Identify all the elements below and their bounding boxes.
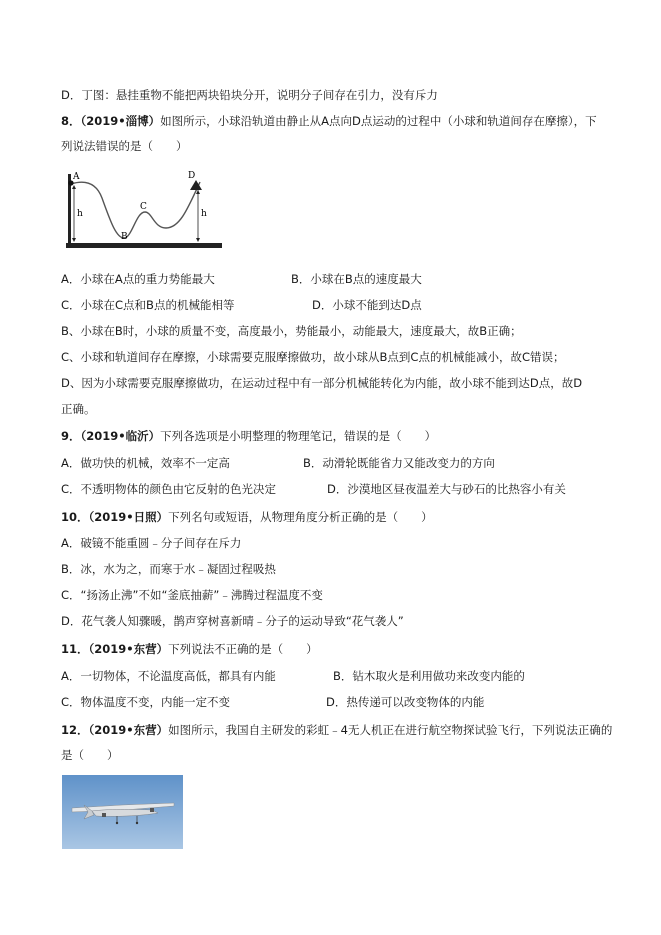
question-text: 如图所示，我国自主研发的彩虹﹣4无人机正在进行航空物探试验飞行，下列说法正确的	[168, 723, 613, 737]
question-text: 如图所示，小球沿轨道由静止从A点向D点运动的过程中（小球和轨道间存在摩擦），下	[160, 114, 597, 128]
q8-analysis-c: C、小球和轨道间存在摩擦，小球需要克服摩擦做功，故小球从B点到C点的机械能减小，故C错误；	[61, 350, 565, 364]
question-source: （2019•东营）	[88, 723, 169, 737]
q11-option-b: B．钻木取火是利用做功来改变内能的	[333, 669, 525, 683]
label-b: B	[121, 232, 128, 242]
q8-option-a: A．小球在A点的重力势能最大	[61, 272, 215, 286]
question-number: 10．	[61, 510, 89, 524]
question-11-stem	[61, 641, 318, 657]
question-9-stem	[61, 428, 436, 444]
track-curve	[71, 182, 200, 238]
question-12-stem-cont: 是（ ）	[61, 748, 119, 762]
question-text: 下列说法不正确的是（ ）	[168, 642, 318, 656]
label-h-left: h	[77, 209, 83, 219]
question-source: （2019•淄博）	[80, 114, 161, 128]
q8-analysis-d-cont: 正确。	[61, 402, 96, 416]
question-source: （2019•临沂）	[80, 429, 161, 443]
point-d-marker	[190, 180, 202, 190]
question-text: 下列各选项是小明整理的物理笔记，错误的是（ ）	[160, 429, 437, 443]
q9-option-c: C．不透明物体的颜色由它反射的色光决定	[61, 482, 277, 496]
q8-analysis-d: D、因为小球需要克服摩擦做功，在运动过程中有一部分机械能转化为内能，故小球不能到达D点，故D	[61, 376, 583, 390]
question-8-stem-cont: 列说法错误的是（ ）	[61, 139, 188, 153]
q10-option-a: A．破镜不能重圆﹣分子间存在斥力	[61, 536, 242, 550]
question-number: 9．	[61, 429, 81, 443]
question-10-stem	[61, 509, 433, 525]
q11-option-c: C．物体温度不变，内能一定不变	[61, 695, 231, 709]
question-number: 8．	[61, 114, 81, 128]
label-h-right: h	[201, 209, 207, 219]
label-d: D	[188, 171, 196, 181]
q9-option-a: A．做功快的机械，效率不一定高	[61, 456, 230, 470]
q10-option-b: B．冰，水为之，而寒于水﹣凝固过程吸热	[61, 562, 276, 576]
question-source: （2019•东营）	[88, 642, 169, 656]
question-number: 12．	[61, 723, 89, 737]
q8-option-b: B．小球在B点的速度最大	[291, 272, 422, 286]
q10-option-c: C．“扬汤止沸”不如“釜底抽薪”﹣沸腾过程温度不变	[61, 588, 323, 602]
label-a: A	[73, 172, 80, 182]
q10-option-d: D．花气袭人知骤暖，鹊声穿树喜新晴﹣分子的运动导致“花气袭人”	[61, 614, 404, 628]
question-12-stem	[61, 722, 612, 738]
q8-option-d: D．小球不能到达D点	[312, 298, 422, 312]
track-diagram	[62, 168, 226, 254]
question-8-stem	[61, 113, 597, 129]
track-base	[66, 243, 222, 248]
q11-option-d: D．热传递可以改变物体的内能	[326, 695, 485, 709]
q9-option-b: B．动滑轮既能省力又能改变力的方向	[303, 456, 495, 470]
q9-option-d: D．沙漠地区昼夜温差大与砂石的比热容小有关	[327, 482, 566, 496]
question-number: 11．	[61, 642, 89, 656]
prev-option-d: D．丁图：悬挂重物不能把两块铅块分开，说明分子间存在引力，没有斥力	[61, 88, 438, 102]
q8-analysis-b: B、小球在B时，小球的质量不变，高度最小，势能最小，动能最大，速度最大，故B正确；	[61, 324, 522, 338]
q8-option-c: C．小球在C点和B点的机械能相等	[61, 298, 235, 312]
q11-option-a: A．一切物体，不论温度高低，都具有内能	[61, 669, 276, 683]
question-source: （2019•日照）	[88, 510, 169, 524]
label-c: C	[140, 202, 147, 212]
drone-photo	[62, 775, 183, 849]
question-text: 下列名句或短语，从物理角度分析正确的是（ ）	[168, 510, 433, 524]
